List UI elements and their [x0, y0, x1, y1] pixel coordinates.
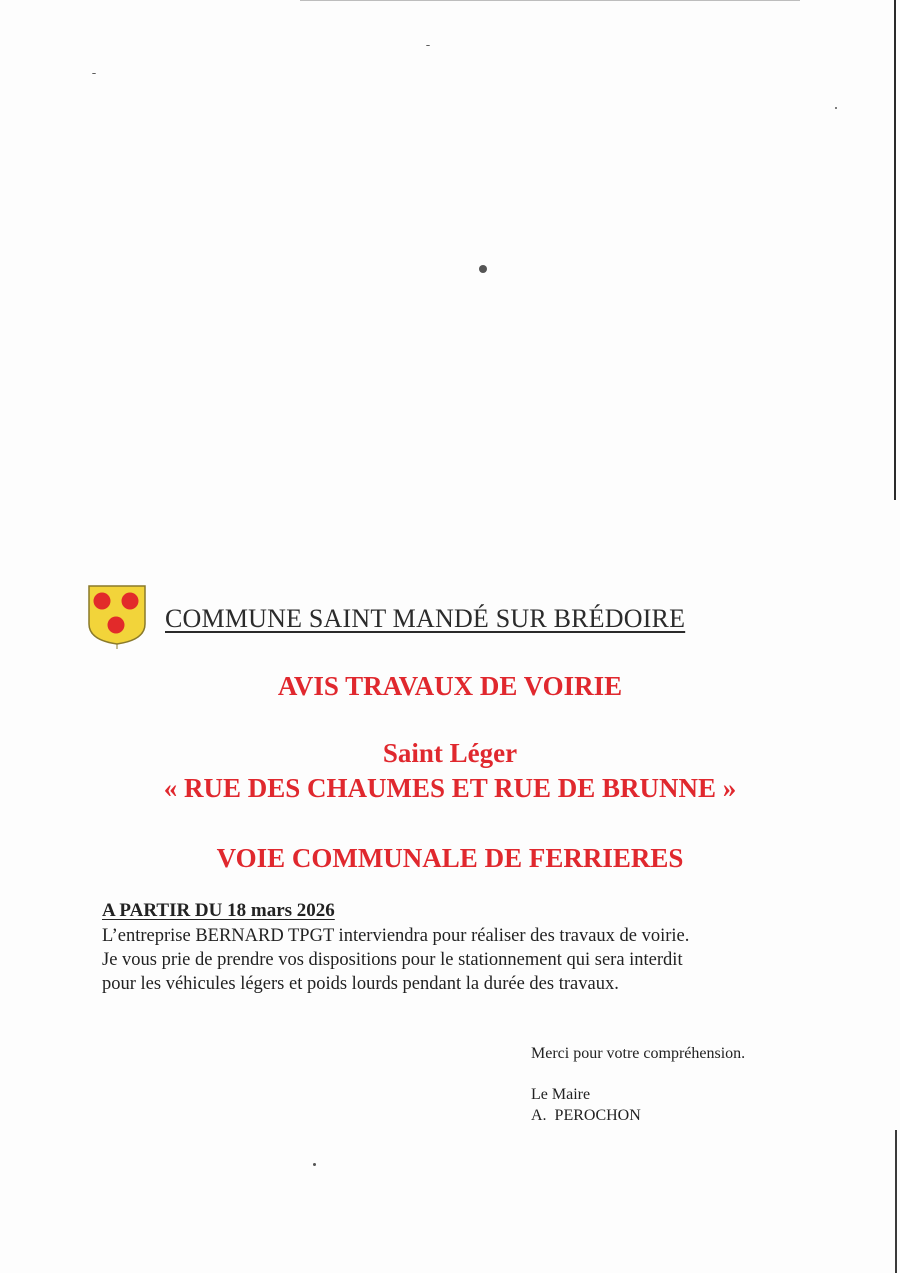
date-heading: A PARTIR DU 18 mars 2026 [102, 900, 335, 921]
notice-streets: « RUE DES CHAUMES ET RUE DE BRUNNE » [163, 773, 737, 803]
scan-speck [479, 265, 487, 273]
scan-speck [426, 45, 430, 46]
notice-title: AVIS TRAVAUX DE VOIRIE [277, 671, 623, 701]
closing-thanks: Merci pour votre compréhension. [531, 1045, 746, 1062]
scan-speck [835, 107, 837, 109]
scan-speck [313, 1163, 316, 1166]
coat-of-arms-icon [87, 584, 147, 650]
scan-edge-right-lower [895, 1130, 897, 1273]
scan-speck [92, 73, 96, 74]
body-line: L’entreprise BERNARD TPGT interviendra pour réaliser des travaux de voirie. [102, 926, 690, 946]
body-line: Je vous prie de prendre vos dispositions pour le stationnement qui sera interdit [102, 950, 683, 970]
scan-edge-right [894, 0, 896, 500]
body-line: pour les véhicules légers et poids lourds pendant la durée des travaux. [102, 974, 619, 994]
notice-road: VOIE COMMUNALE DE FERRIERES [216, 843, 684, 873]
signatory-role: Le Maire [531, 1086, 591, 1103]
notice-place: Saint Léger [382, 738, 518, 768]
scan-edge-top [300, 0, 800, 1]
commune-title: COMMUNE SAINT MANDÉ SUR BRÉDOIRE [165, 604, 686, 633]
signatory-name: A. PEROCHON [531, 1107, 641, 1124]
